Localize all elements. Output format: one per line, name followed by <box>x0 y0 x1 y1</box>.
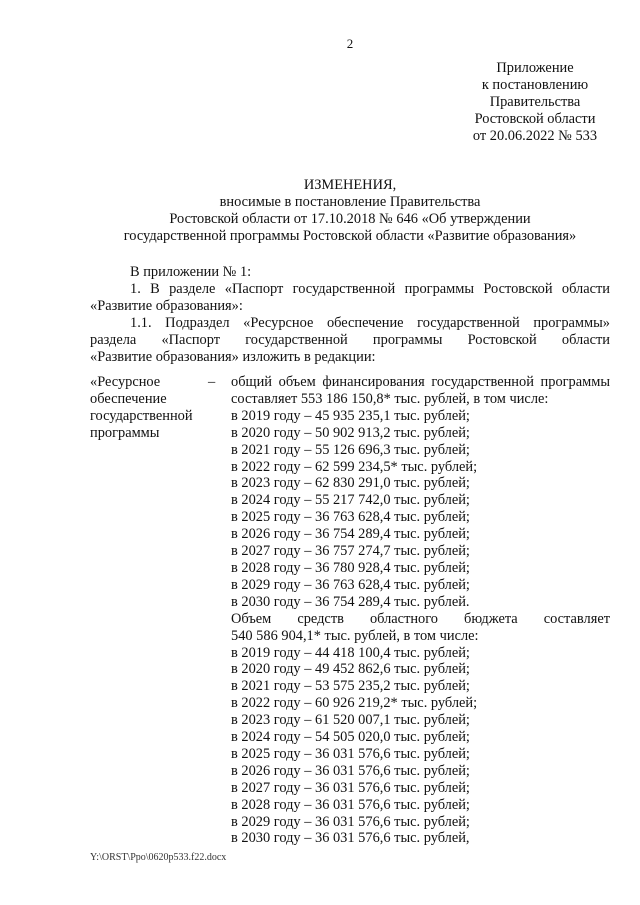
funding-line: в 2020 году – 49 452 862,6 тыс. рублей; <box>231 661 470 678</box>
funding-line: в 2025 году – 36 763 628,4 тыс. рублей; <box>231 509 470 526</box>
paragraph-1-1: 1.1. Подраздел «Ресурсное обеспечение государственной программы» <box>130 315 610 331</box>
appendix-line: к постановлению <box>481 77 589 93</box>
funding-line: в 2028 году – 36 031 576,6 тыс. рублей; <box>231 796 470 813</box>
funding-line: в 2021 году – 55 126 696,3 тыс. рублей; <box>231 441 470 458</box>
appendix-line: Приложение <box>496 60 574 76</box>
funding-line: в 2029 году – 36 763 628,4 тыс. рублей; <box>231 576 470 593</box>
funding-line: в 2026 году – 36 031 576,6 тыс. рублей; <box>231 762 470 779</box>
appendix-line: Правительства <box>489 94 581 110</box>
dash-separator: – <box>208 374 216 390</box>
paragraph-1-1-end: «Развитие образования» изложить в редакции: <box>90 349 376 365</box>
paragraph-1-cont: «Развитие образования»: <box>90 298 243 314</box>
appendix-line: Ростовской области <box>474 111 596 127</box>
label-line: государственной <box>90 408 193 424</box>
label-line: обеспечение <box>90 391 167 407</box>
funding-line: в 2030 году – 36 754 289,4 тыс. рублей. <box>231 593 470 610</box>
paragraph-1: 1. В разделе «Паспорт государственной программы Ростовской области <box>130 281 610 297</box>
funding-line: в 2022 году – 62 599 234,5* тыс. рублей; <box>231 458 478 475</box>
funding-line: в 2024 году – 55 217 742,0 тыс. рублей; <box>231 492 470 509</box>
label-line: программы <box>90 425 160 441</box>
appendix-line: от 20.06.2022 № 533 <box>472 128 598 144</box>
funding-line: в 2023 году – 61 520 007,1 тыс. рублей; <box>231 712 470 729</box>
funding-line: в 2027 году – 36 031 576,6 тыс. рублей; <box>231 779 470 796</box>
title-line: ИЗМЕНЕНИЯ, <box>303 177 397 193</box>
appendix-block <box>440 60 630 145</box>
funding-line: в 2030 году – 36 031 576,6 тыс. рублей, <box>231 830 470 847</box>
funding-line: Объем средств областного бюджета составляет <box>231 610 610 627</box>
document-title <box>60 177 640 245</box>
funding-line: составляет 553 186 150,8* тыс. рублей, в том числе: <box>231 390 549 407</box>
funding-line: в 2023 году – 62 830 291,0 тыс. рублей; <box>231 475 470 492</box>
file-path-footer: Y:\ORST\Ppo\0620p533.f22.docx <box>90 852 227 863</box>
funding-line: в 2019 году – 45 935 235,1 тыс. рублей; <box>231 407 470 424</box>
title-line: Ростовской области от 17.10.2018 № 646 «Об утверждении <box>169 211 531 227</box>
resource-label <box>90 374 210 442</box>
funding-line: в 2020 году – 50 902 913,2 тыс. рублей; <box>231 424 470 441</box>
funding-line: в 2019 году – 44 418 100,4 тыс. рублей; <box>231 644 470 661</box>
intro-line: В приложении № 1: <box>130 264 252 280</box>
funding-line: в 2022 году – 60 926 219,2* тыс. рублей; <box>231 695 478 712</box>
funding-line: в 2025 году – 36 031 576,6 тыс. рублей; <box>231 745 470 762</box>
funding-line: 540 586 904,1* тыс. рублей, в том числе: <box>231 627 479 644</box>
funding-line: в 2029 году – 36 031 576,6 тыс. рублей; <box>231 813 470 830</box>
funding-line: в 2028 году – 36 780 928,4 тыс. рублей; <box>231 559 470 576</box>
funding-line: в 2027 году – 36 757 274,7 тыс. рублей; <box>231 543 470 560</box>
funding-details <box>231 374 610 847</box>
intro-section <box>90 264 610 366</box>
page-number: 2 <box>346 36 354 51</box>
label-line: «Ресурсное <box>90 374 161 390</box>
funding-line: в 2024 году – 54 505 020,0 тыс. рублей; <box>231 729 470 746</box>
funding-line: общий объем финансирования государственной программы <box>231 374 610 390</box>
funding-line: в 2026 году – 36 754 289,4 тыс. рублей; <box>231 526 470 543</box>
paragraph-1-1-cont: раздела «Паспорт государственной программы Ростовской области <box>90 332 610 348</box>
funding-line: в 2021 году – 53 575 235,2 тыс. рублей; <box>231 678 470 695</box>
title-line: государственной программы Ростовской области «Развитие образования» <box>123 228 577 244</box>
title-line: вносимые в постановление Правительства <box>219 194 481 210</box>
